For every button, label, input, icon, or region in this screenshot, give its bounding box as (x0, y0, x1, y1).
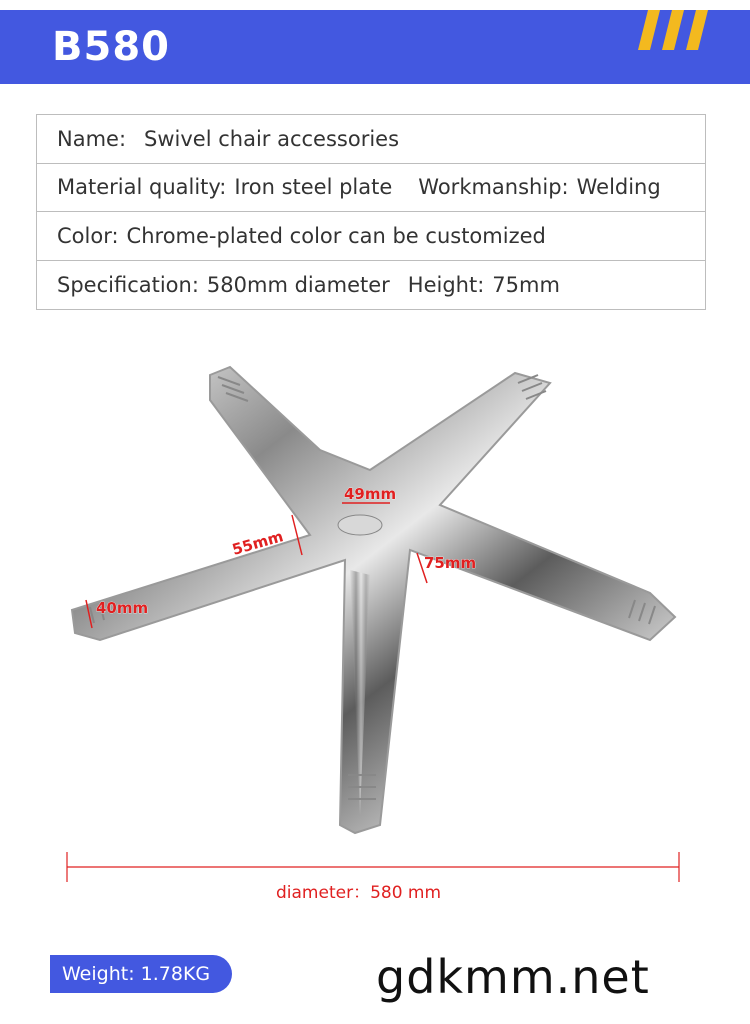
model-title: B580 (52, 24, 170, 70)
height-value: 75mm (492, 272, 560, 297)
stripes-decoration (636, 10, 716, 52)
diameter-label: diameter：580 mm (276, 883, 442, 903)
spec-row-color (37, 212, 705, 261)
workmanship-value: Welding (576, 175, 661, 200)
spec-row-name (37, 115, 705, 164)
color-label: Color: (57, 223, 119, 248)
workmanship-label: Workmanship: (418, 175, 569, 200)
material-label: Material quality: (57, 175, 227, 200)
chair-base-image (60, 355, 690, 845)
center-hole (338, 515, 382, 535)
callout-hub: 49mm (344, 485, 397, 503)
star-base-shape (72, 367, 675, 833)
page-header (0, 10, 750, 84)
spec-row-specification (37, 261, 705, 310)
name-value: Swivel chair accessories (144, 126, 400, 151)
callout-arm-width: 55mm (230, 527, 286, 559)
callout-height: 75mm (424, 554, 477, 572)
spec-row-material (37, 164, 705, 213)
color-value: Chrome-plated color can be customized (126, 223, 546, 248)
weight-badge: Weight: 1.78KG (50, 955, 232, 993)
material-value: Iron steel plate (234, 175, 393, 200)
name-label: Name: (57, 126, 127, 151)
spec-value: 580mm diameter (206, 272, 390, 297)
height-label: Height: (407, 272, 485, 297)
watermark-text: gdkmm.net (376, 950, 650, 1004)
spec-table (36, 114, 706, 310)
spec-label: Specification: (57, 272, 199, 297)
callout-tip-width: 40mm (96, 599, 149, 617)
